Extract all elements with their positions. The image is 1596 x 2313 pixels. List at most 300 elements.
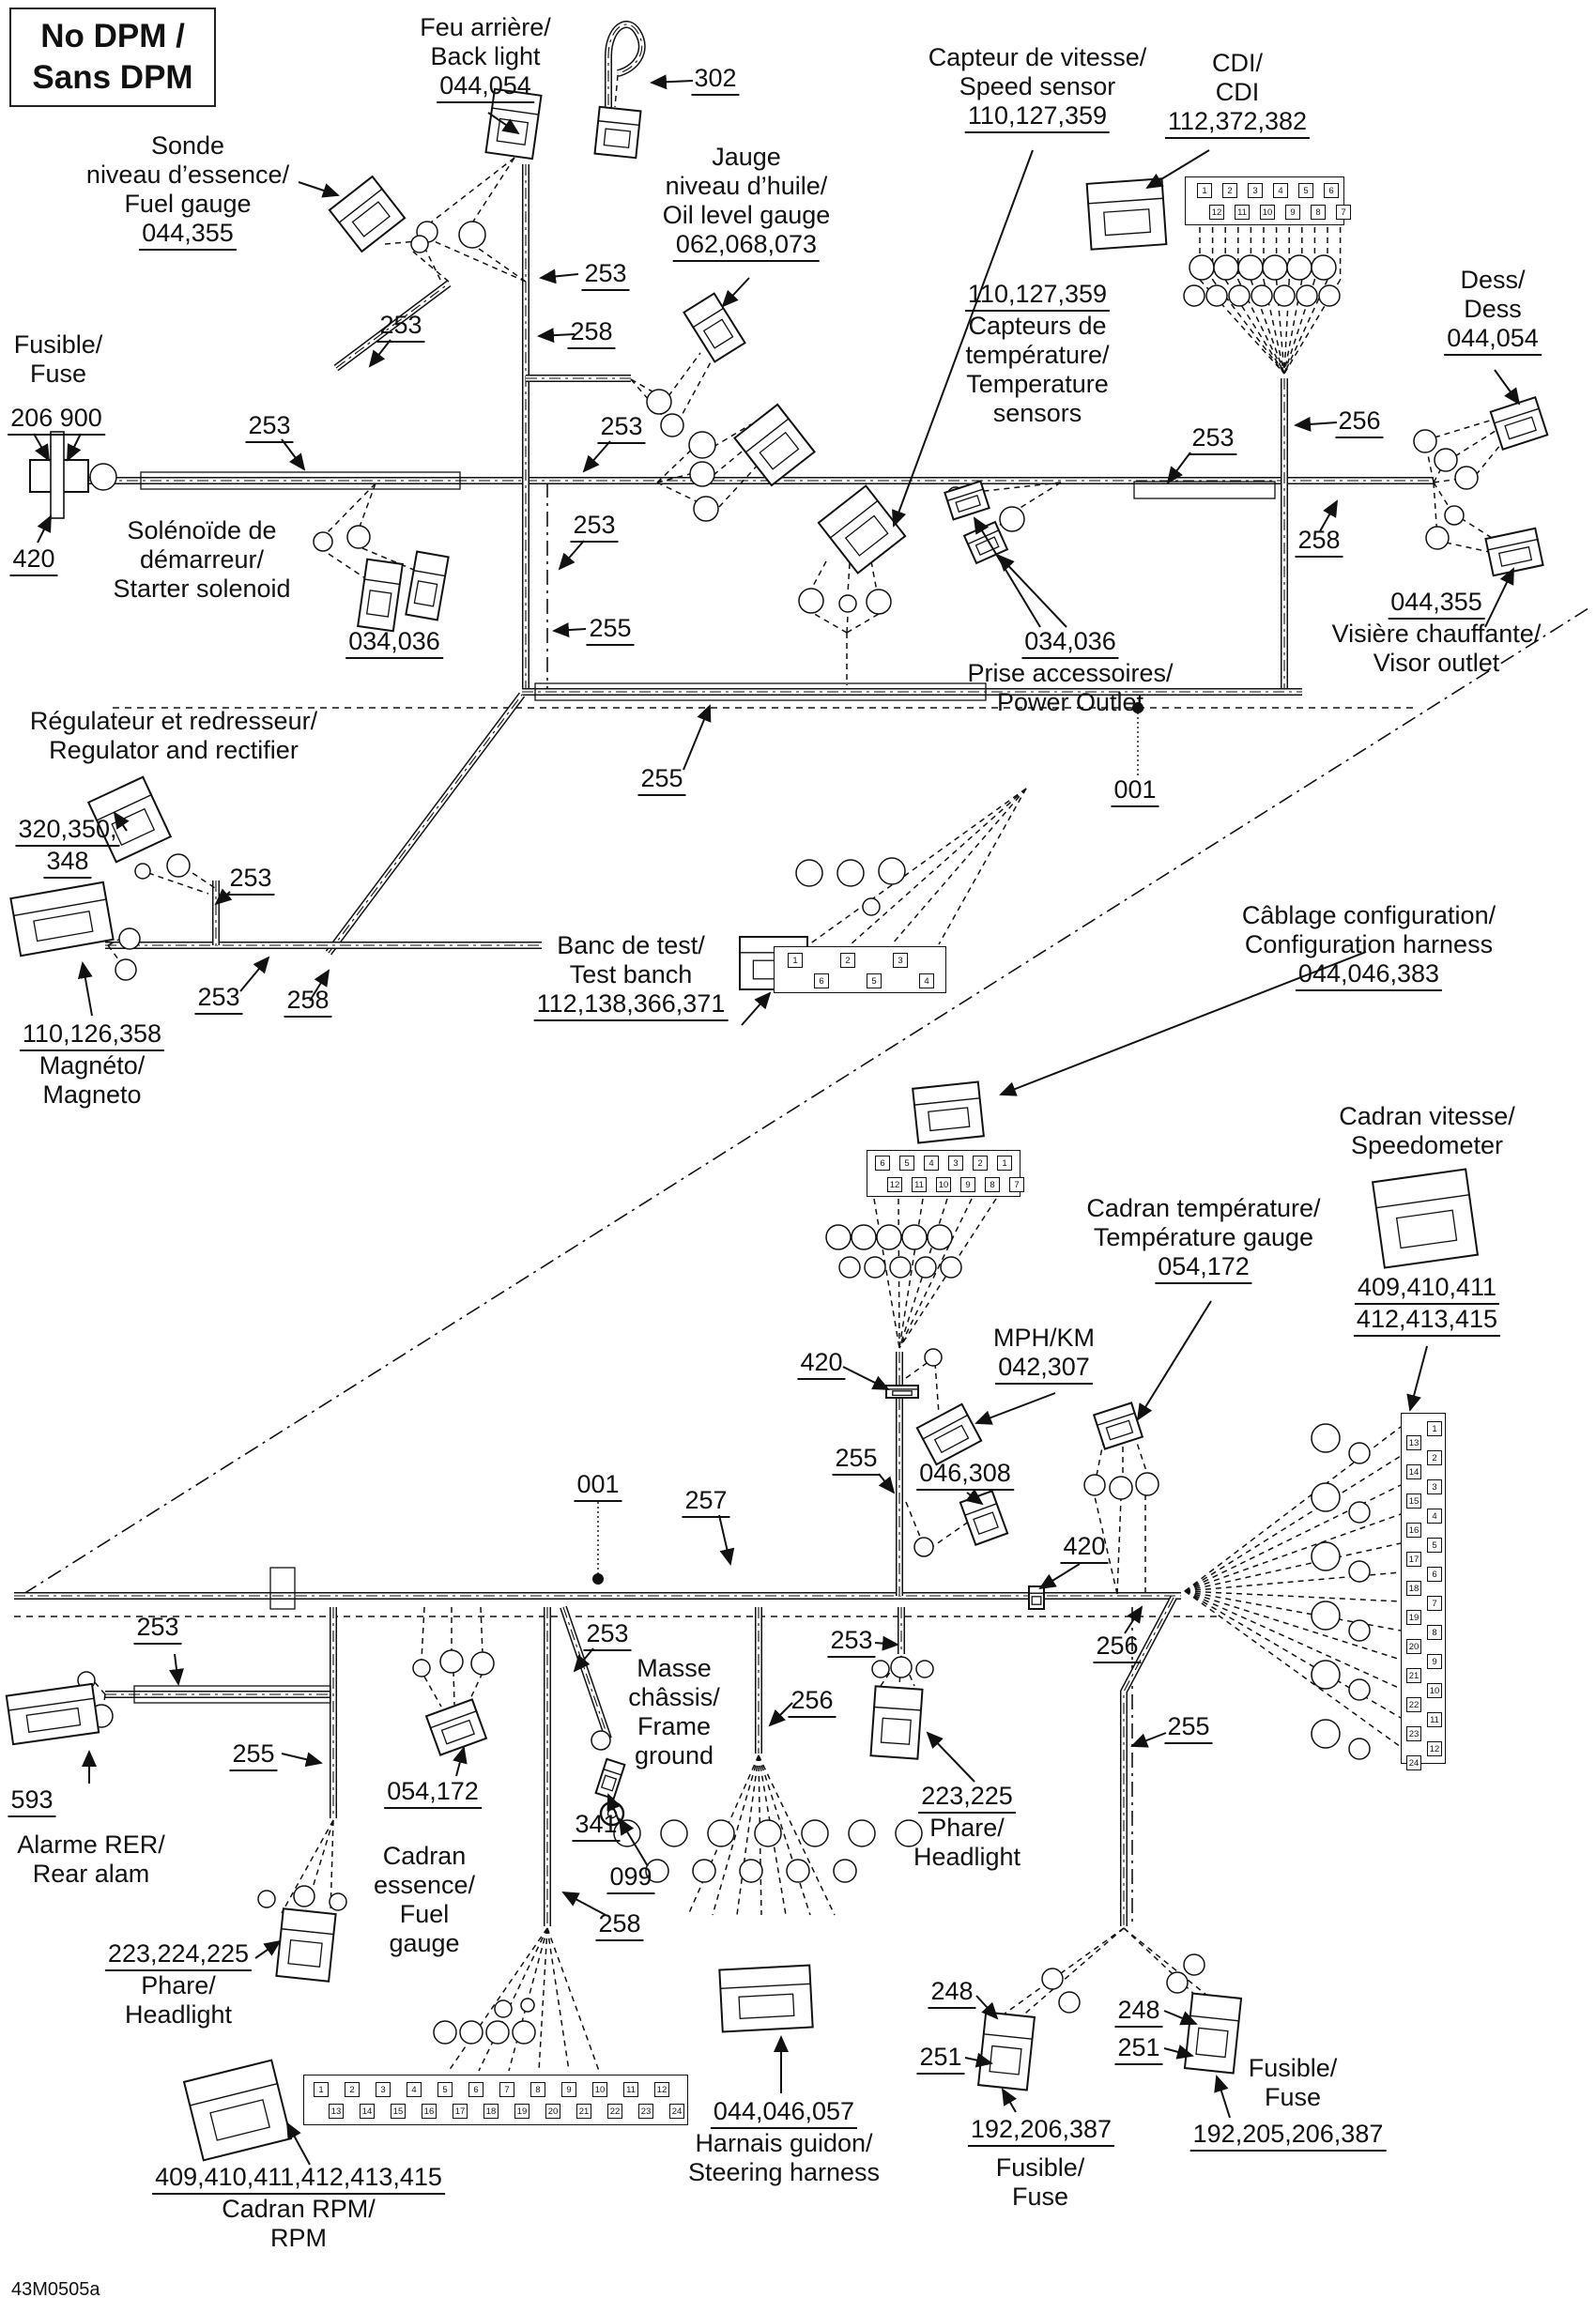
speedometer-strip-pin: 22 [1406,1697,1421,1712]
drawing-code: 43M0505a [11,2279,100,2300]
speedometer-strip-pin: 11 [1427,1712,1442,1727]
callout-arrow [299,182,338,195]
label-frame-ground: Masse châssis/ Frame ground [628,1654,720,1769]
callout-arrow [723,278,749,306]
cdi-connector-block-pin: 1 [1197,183,1212,198]
label-regulator: Régulateur et redresseur/ Regulator and rectifier [29,707,318,764]
speedometer-strip-pin: 6 [1427,1567,1442,1582]
wire-lead [547,1928,569,2071]
wire-color-tag [708,1820,734,1846]
wire-color-tag [826,1225,851,1249]
label-fuse-left-bottom: Fusible/ Fuse [995,2153,1085,2211]
wire-color-tag [1455,467,1478,489]
callout-arrow [875,1643,898,1645]
callout-arrow [240,957,269,991]
callout-arrow [38,516,51,543]
rpm-dial-strip-pin: 17 [453,2104,468,2119]
wire-lead [899,1199,972,1348]
callout-arrow [584,441,610,471]
label-256-b: 256 [788,1686,836,1718]
speedometer-strip-pin: 16 [1406,1523,1421,1538]
wire-color-tag [1110,1477,1132,1499]
wire-color-tag [1059,1992,1080,2013]
wire-color-tag [434,2021,456,2044]
label-power-outlet: 034,036 Prise accessoires/ Power Outlet [967,627,1174,716]
test-bench-block-pin: 2 [840,953,855,968]
connector-icon [870,1686,922,1758]
wire-color-tag [314,532,332,551]
label-253-a: 253 [376,311,424,343]
configuration-block-pin: 6 [875,1156,890,1171]
connector-icon [7,1684,99,1744]
wire-color-tag [1184,285,1205,306]
cdi-connector-block-pin: 9 [1285,205,1300,220]
configuration-block-pin: 9 [960,1177,975,1192]
wire-color-tag [1445,506,1464,525]
speedometer-strip-pin: 17 [1406,1552,1421,1567]
wire-color-tag [1251,285,1272,306]
wire-color-tag [1167,1972,1188,1993]
wire-color-tag [411,236,428,253]
callout-arrow [1132,1733,1166,1746]
configuration-block-pin: 10 [936,1177,951,1192]
connector-icon [406,552,448,620]
wire-lead [906,1361,929,1378]
wire-color-tag [928,1225,952,1249]
wire-lead [413,252,449,282]
label-253-f: 253 [1189,423,1236,455]
wire-lead [453,1671,454,1705]
wire-color-tag [1312,1424,1340,1452]
cdi-connector-block-pin: 2 [1222,183,1237,198]
wire-color-tag [849,1820,875,1846]
label-256-a: 256 [1335,406,1383,438]
label-headlight-right: 223,225 Phare/ Headlight [913,1782,1021,1871]
connector-icon [886,1386,918,1398]
connector-icon [978,2012,1035,2090]
configuration-block-pin: 3 [948,1156,963,1171]
speedometer-strip-pin: 8 [1427,1625,1442,1640]
rpm-dial-strip-pin: 9 [561,2082,576,2097]
connector-icon [1491,397,1548,449]
configuration-block-pin: 8 [985,1177,1000,1192]
wire-color-tag [872,1661,889,1677]
label-001-b: 001 [574,1470,622,1502]
label-magneto: 110,126,358 Magnéto/ Magneto [20,1019,164,1110]
callout-arrow [843,1367,888,1389]
speedometer-strip-pin: 23 [1406,1726,1421,1741]
wire-color-tag [513,2021,535,2044]
wire-color-tag [755,1820,781,1846]
wire-color-tag [799,589,823,613]
wire-color-tag [689,432,715,458]
fuse-icon [51,432,64,518]
callout-arrow [976,1393,1055,1423]
wire-color-tag [661,1820,687,1846]
test-bench-block-pin: 1 [788,953,803,968]
wire-color-tag [694,497,718,521]
cdi-connector-block-pin: 5 [1298,183,1313,198]
label-054172-left: 054,172 [384,1777,482,1809]
wire-color-tag [877,1225,901,1249]
rpm-dial-strip-pin: 4 [407,2082,422,2097]
callout-arrow [68,434,81,460]
connector-icon [913,1082,984,1143]
configuration-block-pin: 12 [887,1177,902,1192]
label-configuration-harness: Câblage configuration/ Configuration harness 044,046,383 [1242,901,1496,991]
label-253-e: 253 [570,511,618,543]
rpm-dial-strip-pin: 19 [514,2104,529,2119]
speedometer-strip-pin: 19 [1406,1610,1421,1625]
wire-lead [469,158,514,227]
rpm-dial-strip-pin: 1 [314,2082,329,2097]
wire-color-tag [1136,1473,1159,1495]
wire-color-tag [914,1538,933,1556]
rpm-dial-strip-pin: 13 [329,2104,344,2119]
label-251-right: 251 [1114,2033,1162,2065]
label-rear-alarm: Alarme RER/ Rear alam [17,1830,165,1888]
wire-lead [472,244,526,282]
wire-color-tag [294,1886,315,1907]
wire-color-tag [1214,255,1238,280]
callout-arrow [1410,1346,1427,1410]
wire-color-tag [1312,255,1336,280]
label-cdi: CDI/ CDI 112,372,382 [1165,49,1310,139]
label-302: 302 [691,64,739,96]
label-420-mid: 420 [797,1348,845,1380]
wire-color-tag [115,959,136,980]
label-fuel-gauge-dial: Cadran essence/ Fuel gauge [373,1842,476,1957]
wire-color-tag [661,414,683,437]
rpm-dial-strip-pin: 12 [654,2082,669,2097]
label-034036-solenoid: 034,036 [345,627,443,659]
wire-color-tag [1312,1720,1340,1748]
wire-color-tag [1435,449,1457,471]
callout-arrow [1040,1564,1080,1588]
wire-color-tag [839,1257,860,1278]
wire-color-tag [119,928,140,949]
rpm-dial-strip [303,2075,688,2125]
wire-color-tag [902,1225,927,1249]
wire-color-tag [1189,255,1214,280]
callout-arrow [554,629,586,631]
label-341: 341 [572,1810,620,1842]
callout-arrow [1217,2076,1230,2118]
label-253-j: 253 [583,1619,631,1651]
cdi-connector-block-pin: 4 [1273,183,1288,198]
connector-icon [1029,1586,1044,1609]
junction-dot [592,1573,604,1585]
label-speedometer-parts: 409,410,411 412,413,415 [1354,1273,1500,1337]
speedometer-strip-pin: 18 [1406,1581,1421,1596]
wire-color-tag [440,1650,463,1673]
speedometer-strip-pin: 10 [1427,1683,1442,1698]
wire-color-tag [1426,527,1449,549]
wire-lead [424,247,441,282]
label-420-left: 420 [9,544,57,576]
wire-color-tag [347,526,370,548]
wire-color-tag [1312,1483,1340,1511]
speedometer-strip-pin: 3 [1427,1479,1442,1494]
callout-arrow [560,541,584,569]
label-256-c: 256 [1093,1631,1141,1663]
wire-color-tag [495,2000,512,2017]
configuration-block-pin: 7 [1009,1177,1024,1192]
callout-arrow [541,274,578,278]
wire-color-tag [1414,430,1436,452]
cdi-connector-block-pin: 10 [1260,205,1275,220]
wire-color-tag [740,1860,762,1882]
configuration-block-pin: 5 [899,1156,914,1171]
connector-icon [10,882,113,956]
label-258-b: 258 [1295,526,1343,558]
label-320350348: 320,350, 348 [15,815,119,879]
label-253-i: 253 [133,1613,181,1645]
wire-color-tag [693,1860,715,1882]
wire-color-tag [865,1257,885,1278]
wire-color-tag [1349,1443,1370,1463]
rpm-dial-strip-pin: 8 [530,2082,545,2097]
wire-color-tag [837,860,864,886]
wire-color-tag [1042,1968,1063,1989]
wire-color-tag [1312,1601,1340,1630]
label-rpm-dial: 409,410,411,412,413,415 Cadran RPM/ RPM [152,2163,445,2253]
label-255-b: 255 [637,764,685,796]
rpm-dial-strip-pin: 10 [592,2082,607,2097]
wire-color-tag [925,1349,942,1366]
speedometer-strip-pin: 12 [1427,1741,1442,1756]
wire-lead [929,1519,973,1549]
wire-color-tag [460,2021,483,2044]
wire-lead [851,789,1026,944]
wire-color-tag [1084,1475,1105,1495]
label-253-d: 253 [597,412,645,444]
label-257: 257 [682,1486,729,1518]
wire-lead [481,1607,483,1654]
callout-arrow [742,993,770,1025]
label-593: 593 [8,1785,55,1817]
label-temperature-sensors: 110,127,359 Capteurs de température/ Temperature sensors [965,280,1110,427]
rpm-dial-strip-pin: 24 [669,2104,684,2119]
label-253-k: 253 [827,1626,875,1658]
wire-color-tag [834,1860,856,1882]
callout-arrow [1138,1301,1211,1419]
label-fuse-left: Fusible/ Fuse [13,330,103,388]
label-starter-solenoid: Solénoïde de démarreur/ Starter solenoid [113,516,291,603]
wire-color-tag [591,1731,610,1750]
wire-color-tag [1000,507,1024,531]
test-bench-block-pin: 4 [919,973,934,988]
rpm-dial-strip-pin: 5 [437,2082,453,2097]
callout-arrow [255,1941,280,1958]
callout-arrow [282,439,304,469]
wire-color-tag [802,1820,828,1846]
wire-color-tag [879,858,905,884]
callout-arrow [175,1654,178,1684]
configuration-block-pin: 4 [924,1156,939,1171]
wire-lead [1185,1591,1401,1689]
test-bench-block-pin: 6 [814,973,829,988]
speedometer-strip-pin: 13 [1406,1435,1421,1450]
wire-color-tag [1349,1739,1370,1759]
connector-icon [1094,1402,1143,1448]
wire-color-tag [459,222,485,248]
label-258-c: 258 [284,986,331,1018]
callout-arrow [1296,422,1337,425]
label-253-g: 253 [226,864,274,896]
wire-color-tag [796,860,822,886]
speedometer-strip-pin: 7 [1427,1596,1442,1611]
wire-color-tag [839,595,856,612]
wire-lead [424,1677,441,1707]
wire-lead [847,614,879,633]
rpm-dial-strip-pin: 14 [360,2104,375,2119]
wire-color-tag [1349,1561,1370,1582]
wire-lead [327,483,376,533]
callout-arrow [683,706,710,770]
wire-color-tag [330,1893,346,1910]
wire-lead [847,616,848,633]
connector-icon [596,1759,625,1799]
label-248-right: 248 [1114,1996,1162,2028]
wire-lead [1435,417,1502,437]
wire-color-tag [1206,285,1227,306]
label-headlight-left: 223,224,225 Phare/ Headlight [105,1939,252,2030]
wire-lead [1185,1514,1401,1591]
wire-lead [615,75,618,107]
speedometer-strip-pin: 5 [1427,1538,1442,1553]
callout-arrow [83,963,92,1016]
cdi-connector-block-pin: 11 [1235,205,1250,220]
label-192205206387: 192,205,206,387 [1190,2120,1387,2152]
connector-icon [1185,1994,1241,2074]
variant-title-line2: Sans DPM [32,59,193,96]
connector-icon [944,482,989,520]
wire-lead [871,561,877,591]
test-bench-block-pin: 3 [893,953,908,968]
label-099: 099 [606,1862,654,1894]
wire-color-tag [486,2021,509,2044]
rpm-dial-strip-pin: 21 [576,2104,591,2119]
callout-arrow [652,81,693,83]
wire-color-tag [413,1660,430,1677]
connector-icon [1087,178,1167,249]
variant-title-box [9,8,216,107]
wire-color-tag [787,1860,809,1882]
label-mph-km: MPH/KM 042,307 [993,1324,1095,1385]
rpm-dial-strip-pin: 20 [545,2104,560,2119]
connector-icon [734,405,814,485]
wire-color-tag [1297,285,1317,306]
label-255-e: 255 [1164,1712,1212,1744]
cdi-connector-block-pin: 6 [1324,183,1339,198]
connector-icon [1373,1169,1478,1267]
wire-lead [547,1928,599,2071]
label-253-b: 253 [245,411,293,443]
rpm-dial-strip-pin: 18 [483,2104,499,2119]
configuration-block-pin: 11 [912,1177,927,1192]
rpm-dial-strip-pin: 2 [345,2082,360,2097]
connector-icon [595,107,641,158]
connector-icon [683,294,744,362]
wire-lead [1117,1498,1121,1594]
wire-color-tag [1349,1620,1370,1641]
wire-lead [359,483,376,529]
label-speedometer: Cadran vitesse/ Speedometer [1339,1102,1515,1159]
wire-color-tag [891,1657,912,1677]
connector-icon [917,1404,981,1464]
wire-color-tag [1319,285,1340,306]
speedometer-strip-pin: 24 [1406,1755,1421,1770]
callout-arrow [1003,2090,1016,2112]
wire-lead [479,1928,547,2071]
cdi-connector-block-pin: 8 [1311,205,1326,220]
wire-lead [668,353,700,396]
speedometer-strip-pin: 21 [1406,1668,1421,1683]
callout-arrow [1495,370,1519,404]
speedometer-strip-pin: 2 [1427,1450,1442,1465]
wire-color-tag [1312,1661,1340,1689]
bus-segment [270,1568,295,1609]
callout-arrow [456,1748,464,1776]
label-253-h: 253 [194,983,242,1015]
wire-lead [811,612,847,633]
wire-lead [1185,1591,1401,1718]
wire-lead [906,1502,922,1541]
configuration-block-pin: 1 [997,1156,1012,1171]
wire-lead [848,563,850,593]
label-251-left: 251 [916,2043,964,2075]
connector-icon [719,1966,812,2032]
label-fuel-gauge-sender: Sonde niveau d’essence/ Fuel gauge 044,355 [86,131,289,251]
test-bench-block-pin: 5 [867,973,882,988]
wire-color-tag [167,854,190,877]
wire-color-tag [1349,1679,1370,1700]
wire-color-tag [90,464,116,490]
label-420-right: 420 [1060,1532,1108,1564]
label-255-d: 255 [229,1739,277,1771]
label-255-c: 255 [832,1444,880,1476]
wire-color-tag [647,390,671,414]
rpm-dial-strip-pin: 22 [607,2104,622,2119]
callout-arrow [719,1515,730,1564]
wire-color-tag [915,1257,936,1278]
connector-icon [276,1908,335,1981]
wire-color-tag [258,1891,275,1907]
wire-color-tag [690,462,714,486]
callout-arrow [974,518,1040,627]
rpm-dial-strip-pin: 11 [623,2082,638,2097]
test-bench-block [774,946,946,993]
label-192206387: 192,206,387 [968,2115,1114,2147]
label-258-a: 258 [567,317,615,349]
configuration-block [867,1150,1021,1197]
cdi-connector-block-pin: 3 [1248,183,1263,198]
label-oil-level-gauge: Jauge niveau d’huile/ Oil level gauge 062,068,073 [663,143,831,262]
callout-arrow [282,1754,321,1763]
wire-color-tag [941,1257,961,1278]
wire-color-tag [1184,1954,1205,1975]
callout-arrow [879,1474,894,1493]
wire-lead [935,1363,939,1414]
rpm-dial-strip-pin: 23 [638,2104,653,2119]
wire-lead [539,1928,547,2071]
wire-color-tag [471,1652,494,1675]
wire-lead [678,360,712,422]
connector-icon [1485,528,1542,575]
connector-icon [819,486,905,574]
wire-color-tag [916,1661,933,1677]
